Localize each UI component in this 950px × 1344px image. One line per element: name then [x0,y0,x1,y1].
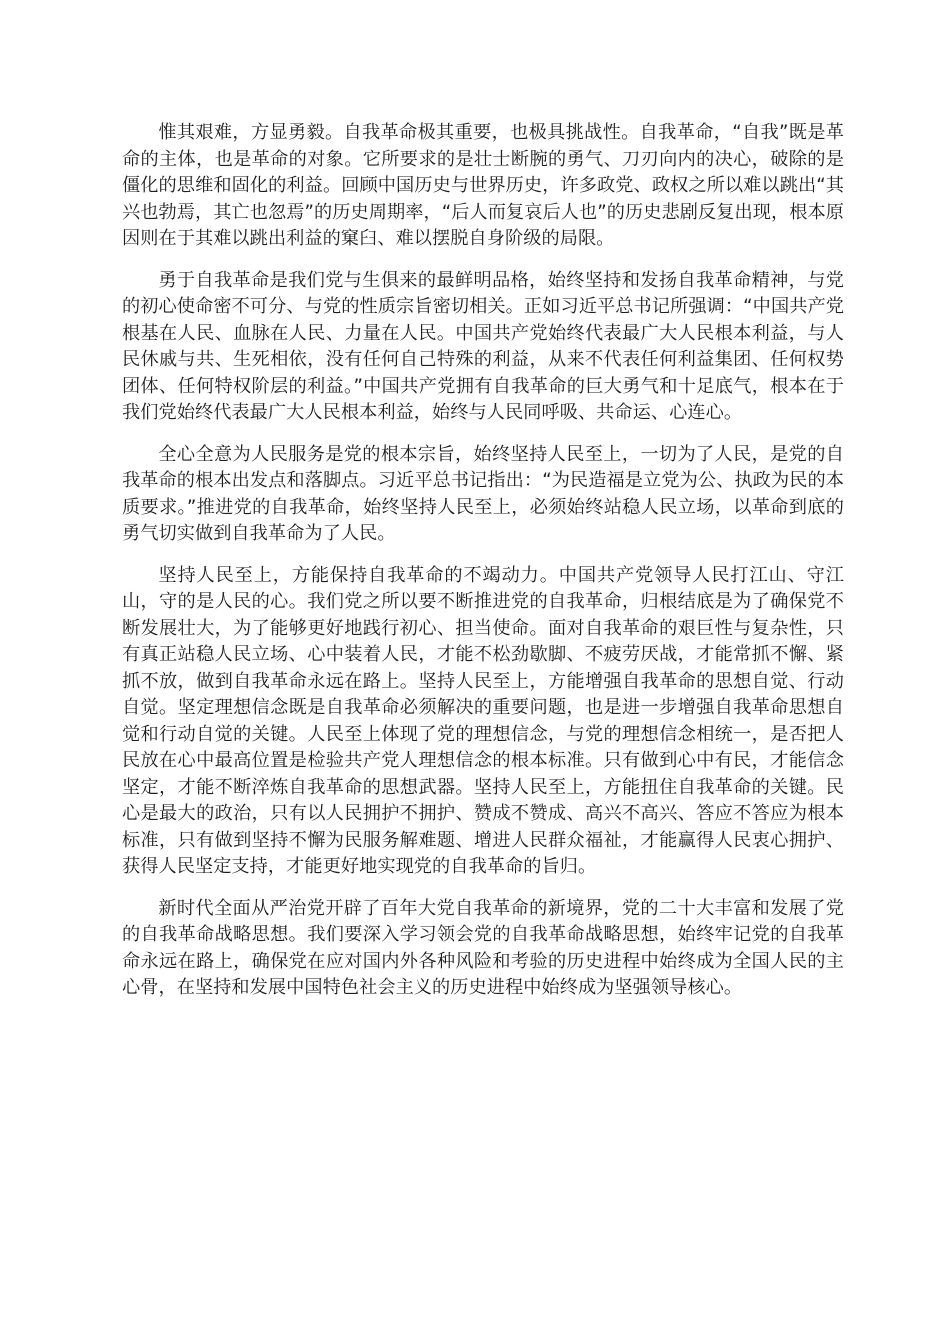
paragraph-4: 坚持人民至上，方能保持自我革命的不竭动力。中国共产党领导人民打江山、守江山，守的是人民的心。我们党之所以要不断推进党的自我革命，归根结底是为了确保党不断发展壮大，为了能够更好地践行初心、担当使命。面对自我革命的艰巨性与复杂性，只有真正站稳人民立场、心中装着人民，才能不松劲歇脚、不疲劳厌战，才能常抓不懈、紧抓不放，做到自我革命永远在路上。坚持人民至上，方能增强自我革命的思想自觉、行动自觉。坚定理想信念既是自我革命必须解决的重要问题，也是进一步增强自我革命思想自觉和行动自觉的关键。人民至上体现了党的理想信念，与党的理想信念相统一，是否把人民放在心中最高位置是检验共产党人理想信念的根本标准。只有做到心中有民，才能信念坚定，才能不断淬炼自我革命的思想武器。坚持人民至上，方能扭住自我革命的关键。民心是最大的政治，只有以人民拥护不拥护、赞成不赞成、高兴不高兴、答应不答应为根本标准，只有做到坚持不懈为民服务解难题、增进人民群众福祉，才能赢得人民衷心拥护、获得人民坚定支持，才能更好地实现党的自我革命的旨归。 [122,564,844,877]
paragraph-5: 新时代全面从严治党开辟了百年大党自我革命的新境界，党的二十大丰富和发展了党的自我革命战略思想。我们要深入学习领会党的自我革命战略思想，始终牢记党的自我革命永远在路上，确保党在应对国内外各种风险和考验的历史进程中始终成为全国人民的主心骨，在坚持和发展中国特色社会主义的历史进程中始终成为坚强领导核心。 [122,897,844,998]
paragraph-2: 勇于自我革命是我们党与生俱来的最鲜明品格，始终坚持和发扬自我革命精神，与党的初心使命密不可分、与党的性质宗旨密切相关。正如习近平总书记所强调：“中国共产党根基在人民、血脉在人民、力量在人民。中国共产党始终代表最广大人民根本利益，与人民休戚与共、生死相依，没有任何自己特殊的利益，从来不代表任何利益集团、任何权势团体、任何特权阶层的利益。”中国共产党拥有自我革命的巨大勇气和十足底气，根本在于我们党始终代表最广大人民根本利益，始终与人民同呼吸、共命运、心连心。 [122,269,844,423]
paragraph-3: 全心全意为人民服务是党的根本宗旨，始终坚持人民至上，一切为了人民，是党的自我革命的根本出发点和落脚点。习近平总书记指出：“为民造福是立党为公、执政为民的本质要求。”推进党的自我革命，始终坚持人民至上，必须始终站稳人民立场，以革命到底的勇气切实做到自我革命为了人民。 [122,443,844,544]
paragraph-1: 惟其艰难，方显勇毅。自我革命极其重要，也极具挑战性。自我革命，“自我”既是革命的主体，也是革命的对象。它所要求的是壮士断腕的勇气、刀刃向内的决心，破除的是僵化的思维和固化的利益。回顾中国历史与世界历史，许多政党、政权之所以难以跳出“其兴也勃焉，其亡也忽焉”的历史周期率，“后人而复哀后人也”的历史悲剧反复出现，根本原因则在于其难以跳出利益的窠臼、难以摆脱自身阶级的局限。 [122,122,844,249]
document-body [122,120,844,1017]
